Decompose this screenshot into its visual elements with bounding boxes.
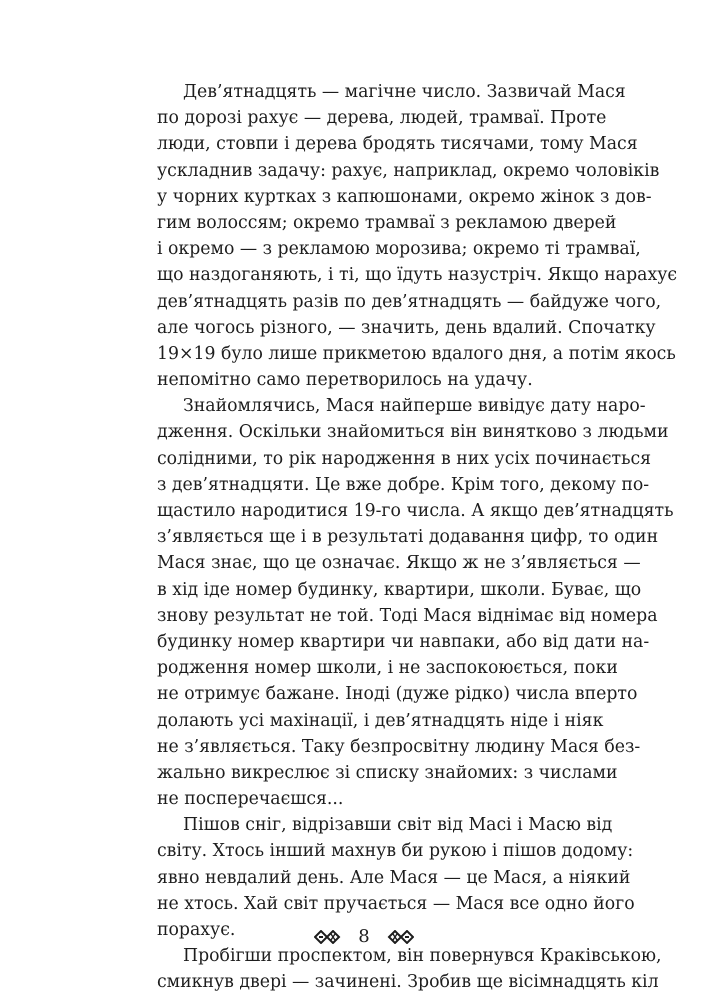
text-line: родження номер школи, і не заспокоюється, поки — [157, 658, 618, 679]
paragraph — [157, 812, 635, 943]
body-text — [157, 79, 678, 996]
text-line: знову результат не той. Тоді Мася віднімає від номера — [157, 605, 658, 626]
text-line: гим волоссям; окремо трамваї з рекламою дверей — [157, 212, 617, 233]
text-line: Мася знає, що це означає. Якщо ж не з’являється — — [157, 553, 641, 574]
text-line: солідними, то рік народження в них усіх починається — [157, 448, 652, 469]
text-line: не хтось. Хай світ пручається — Мася все одно його — [157, 893, 635, 914]
page-footer — [0, 926, 728, 947]
text-line: люди, стовпи і дерева бродять тисячами, тому Мася — [157, 134, 638, 155]
paragraph — [157, 79, 678, 393]
text-line: не отримує бажане. Іноді (дуже рідко) числа вперто — [157, 684, 638, 705]
page-number: 8 — [358, 926, 370, 947]
text-line: Пробігши проспектом, він повернувся Краківською, — [183, 946, 662, 967]
text-line: щастило народитися 19-го числа. А якщо дев’ятнадцять — [157, 501, 674, 521]
text-line: не з’являється. Таку безпросвітну людину Мася без- — [157, 736, 641, 757]
text-line: дження. Оскільки знайомиться він винятково з людьми — [157, 422, 669, 443]
text-line: 19×19 було лише прикметою вдалого дня, а потім якось — [157, 343, 676, 364]
paragraph — [157, 393, 674, 812]
text-line: жально викреслює зі списку знайомих: з числами — [157, 762, 618, 783]
text-line: непомітно само перетворилось на удачу. — [157, 370, 533, 391]
text-line: долають усі махінації, і дев’ятнадцять ніде і ніяк — [157, 710, 604, 731]
text-line: в хід іде номер будинку, квартири, школи. Буває, що — [157, 579, 642, 600]
text-line: але чогось різного, — значить, день вдалий. Спочатку — [157, 317, 656, 338]
text-line: з дев’ятнадцяти. Це вже добре. Крім того, декому по- — [157, 474, 650, 495]
text-line: по дорозі рахує — дерева, людей, трамваї. Проте — [157, 108, 607, 129]
text-line: у чорних куртках з капюшонами, окремо жінок з дов- — [157, 186, 652, 207]
text-line: з’являється ще і в результаті додавання цифр, то один — [157, 527, 659, 548]
text-line: не посперечаєшся... — [157, 789, 344, 810]
text-line: Дев’ятнадцять — магічне число. Зазвичай Мася — [183, 82, 626, 102]
ornament-icon — [386, 930, 414, 944]
text-line: смикнув двері — зачинені. Зробив ще вісімнадцять кіл — [157, 972, 659, 993]
text-line: дев’ятнадцять разів по дев’ятнадцять — байдуже чого, — [157, 291, 662, 312]
text-line: і окремо — з рекламою морозива; окремо ті трамваї, — [157, 239, 641, 260]
text-line: порахує. — [157, 920, 236, 940]
ornament-icon — [314, 930, 342, 944]
text-line: ускладнив задачу: рахує, наприклад, окремо чоловіків — [157, 160, 660, 181]
text-line: будинку номер квартири чи навпаки, або від дати на- — [157, 631, 650, 652]
text-line: що наздоганяють, і ті, що їдуть назустріч. Якщо нарахує — [157, 265, 678, 286]
text-line: світу. Хтось інший махнув би рукою і пішов додому: — [157, 841, 634, 862]
paragraph — [157, 943, 662, 995]
text-line: Пішов сніг, відрізавши світ від Масі і Масю від — [183, 815, 613, 836]
text-line: Знайомлячись, Мася найперше вивідує дату наро- — [183, 396, 646, 417]
text-line: явно невдалий день. Але Мася — це Мася, а ніякий — [157, 867, 631, 888]
